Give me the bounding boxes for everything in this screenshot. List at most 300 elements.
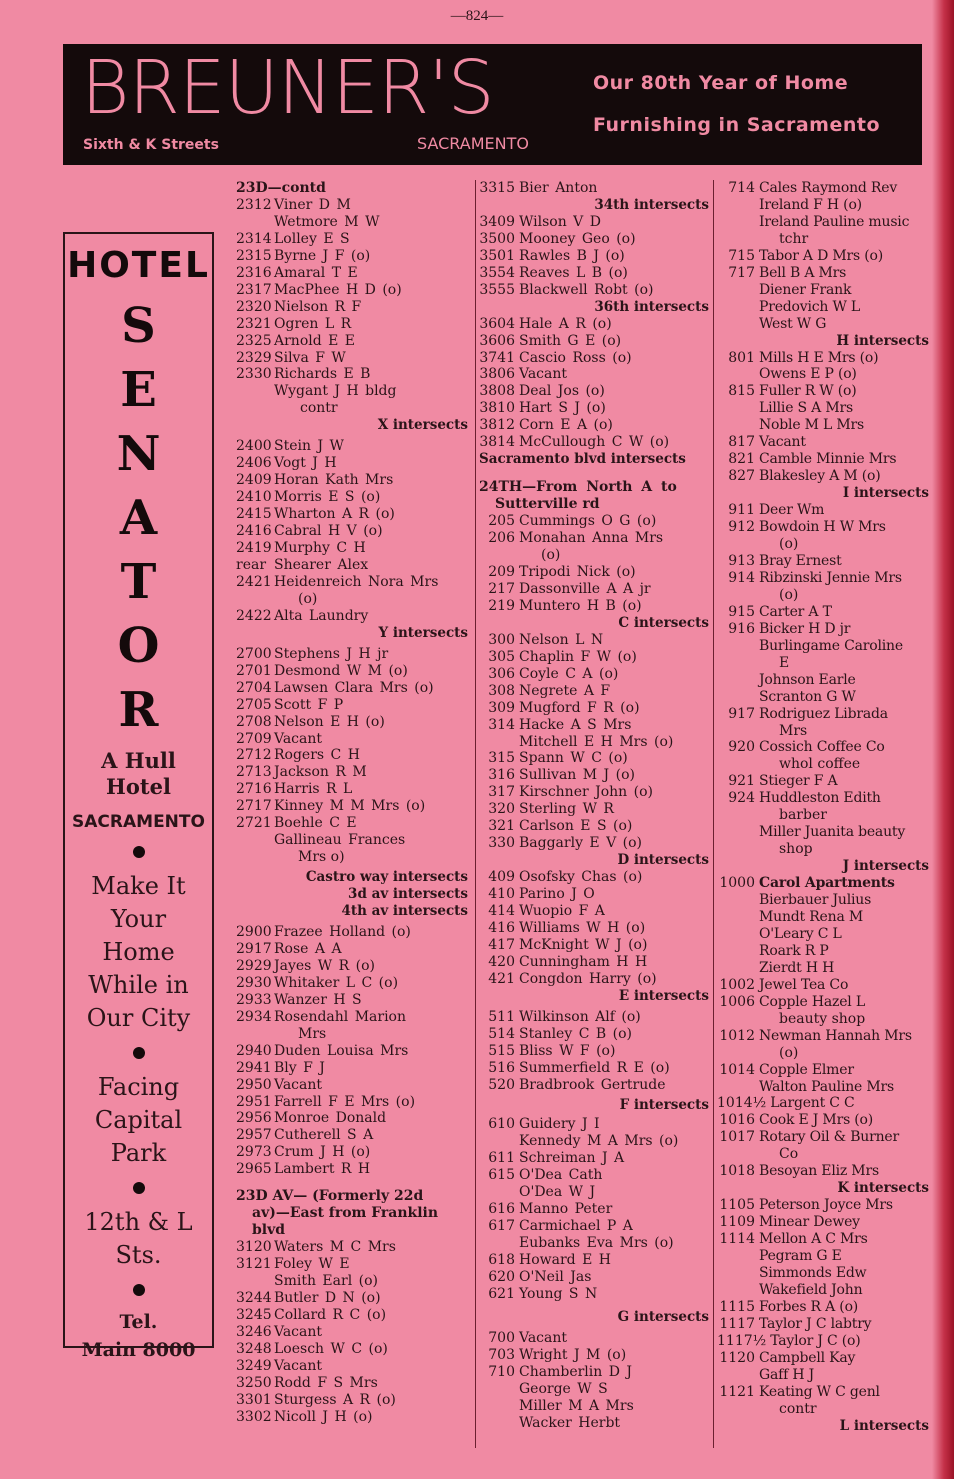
entry-group bbox=[236, 1239, 468, 1425]
house-number bbox=[717, 197, 759, 214]
house-number: 610 bbox=[488, 1116, 515, 1133]
location-line: Capital bbox=[94, 1106, 183, 1134]
directory-entry bbox=[717, 977, 929, 994]
entry-group bbox=[717, 1163, 929, 1180]
address-line: Sts. bbox=[115, 1241, 162, 1269]
directory-entry bbox=[479, 1218, 709, 1235]
house-number: 715 bbox=[728, 247, 755, 264]
resident-name: Lambert R H bbox=[274, 1161, 371, 1178]
house-number: 306 bbox=[488, 665, 515, 682]
resident-name: O'Dea W J bbox=[519, 1184, 596, 1201]
resident-name: Vacant bbox=[759, 434, 806, 451]
resident-name: Shearer Alex bbox=[274, 556, 369, 573]
directory-entry bbox=[717, 1231, 929, 1248]
house-number: 2704 bbox=[236, 679, 272, 696]
directory-entry bbox=[236, 574, 468, 591]
house-number: 2325 bbox=[236, 332, 272, 349]
entry-group bbox=[236, 197, 468, 400]
location-line: Park bbox=[110, 1139, 167, 1167]
house-number: 3120 bbox=[236, 1239, 272, 1256]
resident-name: Copple Hazel L bbox=[759, 993, 865, 1010]
house-number: 3244 bbox=[236, 1290, 272, 1306]
directory-entry bbox=[479, 248, 709, 265]
house-number: 2965 bbox=[236, 1161, 272, 1178]
directory-entry bbox=[717, 994, 929, 1011]
resident-name: Keating W C genl bbox=[759, 1383, 880, 1400]
house-number: 921 bbox=[728, 773, 755, 790]
directory-entry bbox=[717, 1062, 929, 1079]
resident-name: Ogren L R bbox=[274, 315, 352, 332]
resident-name: George W S bbox=[519, 1380, 608, 1397]
house-number: 409 bbox=[488, 869, 515, 886]
house-number: 1000 bbox=[719, 875, 755, 892]
house-number: 3248 bbox=[236, 1340, 272, 1357]
street-heading-line: 23D AV— (Formerly 22d bbox=[236, 1188, 424, 1205]
directory-entry bbox=[236, 1239, 468, 1256]
resident-name: Owens E P (o) bbox=[759, 366, 857, 383]
page-number: —824— bbox=[450, 8, 504, 24]
entry-group bbox=[717, 570, 929, 587]
resident-name: O'Neil Jas bbox=[519, 1269, 592, 1286]
resident-name: Huddleston Edith bbox=[759, 790, 881, 807]
resident-name: Cunningham H H bbox=[519, 953, 648, 970]
resident-name: Bradbrook Gertrude bbox=[519, 1076, 666, 1093]
hotel-chain-line2: Hotel bbox=[106, 774, 171, 799]
directory-entry bbox=[717, 180, 929, 197]
directory-entry bbox=[479, 366, 709, 383]
resident-name: Wharton A R (o) bbox=[274, 506, 395, 523]
resident-name: Harris R L bbox=[274, 781, 353, 798]
resident-name: Stephens J H jr bbox=[274, 645, 389, 662]
resident-name: Byrne J F (o) bbox=[274, 247, 371, 264]
directory-entry bbox=[479, 649, 709, 666]
directory-entry bbox=[236, 1341, 468, 1358]
resident-name: Kennedy M A Mrs (o) bbox=[519, 1133, 679, 1150]
hotel-name-letter: A bbox=[119, 490, 158, 546]
banner-tagline-line1: Our 80th Year of Home bbox=[593, 72, 849, 94]
resident-name: Rosendahl Marion bbox=[274, 1008, 407, 1025]
resident-name: Crum J H (o) bbox=[274, 1144, 371, 1161]
house-number: 2406 bbox=[236, 455, 272, 472]
hotel-senator-ad bbox=[63, 232, 214, 1361]
resident-name: Loesch W C (o) bbox=[274, 1340, 388, 1357]
resident-name: Rodd F S Mrs bbox=[274, 1374, 378, 1391]
directory-entry bbox=[479, 564, 709, 581]
resident-name: Besoyan Eliz Mrs bbox=[759, 1163, 879, 1180]
house-number: 1114 bbox=[719, 1231, 755, 1248]
entry-group bbox=[717, 892, 929, 1011]
directory-entry bbox=[479, 180, 709, 197]
directory-entry bbox=[479, 530, 709, 547]
directory-entry bbox=[236, 646, 468, 663]
resident-name: Smith G E (o) bbox=[519, 332, 622, 349]
hotel-city: SACRAMENTO bbox=[72, 812, 205, 832]
resident-name: Chamberlin D J bbox=[519, 1363, 632, 1380]
directory-entry bbox=[236, 540, 468, 557]
resident-name: Wygant J H bldg bbox=[274, 383, 397, 400]
resident-name: Nicoll J H (o) bbox=[274, 1408, 373, 1425]
resident-name: Arnold E E bbox=[274, 332, 356, 349]
house-number bbox=[717, 638, 759, 655]
entry-group bbox=[717, 248, 929, 333]
bullet-icon bbox=[133, 1047, 145, 1059]
house-number bbox=[717, 960, 759, 977]
house-number bbox=[717, 672, 759, 689]
directory-entry bbox=[717, 790, 929, 807]
house-number: 617 bbox=[488, 1218, 515, 1235]
resident-name: Young S N bbox=[519, 1286, 598, 1302]
resident-name: Cabral H V (o) bbox=[274, 523, 383, 540]
house-number: 700 bbox=[488, 1329, 515, 1346]
resident-name: Miller M A Mrs bbox=[519, 1397, 634, 1414]
hotel-chain-line1: A Hull bbox=[101, 748, 176, 773]
house-number: 3409 bbox=[479, 213, 515, 230]
intersection-label: K intersects bbox=[837, 1180, 929, 1197]
house-number: 3814 bbox=[479, 434, 515, 451]
house-number: 1002 bbox=[719, 976, 755, 993]
directory-entry bbox=[479, 920, 709, 937]
resident-name: Scranton G W bbox=[759, 688, 856, 705]
directory-entry bbox=[236, 680, 468, 697]
house-number: 924 bbox=[728, 790, 755, 807]
intersection-label: I intersects bbox=[842, 485, 929, 502]
resident-name: McCullough C W (o) bbox=[519, 434, 670, 451]
directory-entry bbox=[236, 438, 468, 455]
street-heading bbox=[236, 1188, 468, 1239]
directory-entry bbox=[717, 1112, 929, 1129]
resident-name: Miller Juanita beauty bbox=[759, 824, 906, 841]
house-number: 714 bbox=[728, 180, 755, 196]
resident-name: Hacke A S Mrs bbox=[519, 716, 632, 733]
resident-name: Foley W E bbox=[274, 1256, 350, 1273]
resident-name: Taylor J C labtry bbox=[759, 1315, 872, 1332]
resident-name: Parino J O bbox=[519, 886, 595, 903]
entry-group bbox=[236, 608, 468, 625]
house-number: 611 bbox=[488, 1150, 515, 1167]
resident-name: Butler D N (o) bbox=[274, 1290, 381, 1306]
entry-continuation: contr bbox=[300, 400, 338, 417]
directory-entry bbox=[236, 924, 468, 941]
directory-entry bbox=[236, 1409, 468, 1426]
intersection-label: G intersects bbox=[617, 1308, 709, 1325]
house-number: 315 bbox=[488, 750, 515, 767]
directory-entry bbox=[236, 383, 468, 400]
resident-name: Cutherell S A bbox=[274, 1127, 374, 1144]
resident-name: Tripodi Nick (o) bbox=[519, 563, 636, 580]
slogan-line: Home bbox=[102, 938, 175, 966]
resident-name: Largent C C bbox=[770, 1095, 855, 1112]
street-heading-line: 24TH—From North A to bbox=[479, 479, 677, 496]
resident-name: Bicker H D jr bbox=[759, 620, 851, 637]
directory-entry bbox=[717, 451, 929, 468]
directory-entry bbox=[479, 231, 709, 248]
directory-entry bbox=[479, 801, 709, 818]
resident-name: Heidenreich Nora Mrs bbox=[274, 573, 439, 590]
directory-entry bbox=[236, 781, 468, 798]
house-number: 1006 bbox=[719, 993, 755, 1010]
house-number: 1117 bbox=[719, 1315, 755, 1332]
banner-address: Sixth & K Streets bbox=[83, 137, 219, 153]
house-number: 2721 bbox=[236, 815, 272, 832]
resident-name: Baggarly E V (o) bbox=[519, 835, 643, 852]
resident-name: Kirschner John (o) bbox=[519, 784, 653, 801]
directory-entry bbox=[479, 1364, 709, 1381]
directory-entry bbox=[236, 747, 468, 764]
directory-entry bbox=[479, 1167, 709, 1184]
resident-name: Ribzinski Jennie Mrs bbox=[759, 569, 902, 586]
house-number: 3500 bbox=[479, 230, 515, 247]
entry-continuation: whol coffee bbox=[779, 756, 861, 773]
resident-name: Vacant bbox=[274, 730, 323, 747]
house-number: 416 bbox=[488, 919, 515, 936]
directory-entry bbox=[479, 971, 709, 988]
directory-entry bbox=[479, 282, 709, 299]
house-number: 2415 bbox=[236, 506, 272, 523]
house-number: 520 bbox=[488, 1076, 515, 1093]
directory-entry bbox=[236, 248, 468, 265]
house-number: 2419 bbox=[236, 540, 272, 557]
directory-entry bbox=[236, 557, 468, 574]
street-heading-line: av)—East from Franklin bbox=[252, 1205, 439, 1222]
resident-name: Smith Earl (o) bbox=[274, 1273, 378, 1290]
house-number bbox=[479, 1235, 519, 1252]
house-number: 309 bbox=[488, 699, 515, 716]
resident-name: Silva F W bbox=[274, 349, 346, 366]
resident-name: Wuopio F A bbox=[519, 903, 605, 920]
resident-name: Stieger F A bbox=[759, 773, 838, 790]
directory-entry bbox=[236, 1161, 468, 1178]
directory-entry bbox=[717, 366, 929, 383]
resident-name: Jayes W R (o) bbox=[274, 957, 375, 974]
house-number: 1014½ bbox=[717, 1095, 767, 1112]
directory-entry bbox=[717, 926, 929, 943]
hotel-name-letter: S bbox=[121, 298, 156, 354]
directory-entry bbox=[236, 608, 468, 625]
entry-group bbox=[479, 214, 709, 299]
directory-entry bbox=[479, 1347, 709, 1364]
house-number: 2941 bbox=[236, 1059, 272, 1076]
directory-entry bbox=[236, 366, 468, 383]
resident-name: Carmichael P A bbox=[519, 1218, 633, 1235]
resident-name: Stein J W bbox=[274, 438, 344, 455]
resident-name: Ireland Pauline music bbox=[759, 213, 910, 230]
directory-entry bbox=[479, 1398, 709, 1415]
resident-name: Alta Laundry bbox=[274, 607, 369, 624]
house-number bbox=[717, 1248, 759, 1265]
directory-entry bbox=[236, 1273, 468, 1290]
directory-entry bbox=[717, 1079, 929, 1096]
house-number: 2940 bbox=[236, 1042, 272, 1059]
resident-name: Deer Wm bbox=[759, 502, 825, 519]
house-number: 2421 bbox=[236, 573, 272, 590]
house-number: 1115 bbox=[719, 1298, 755, 1315]
directory-entry bbox=[479, 1269, 709, 1286]
house-number: 3554 bbox=[479, 264, 515, 281]
resident-name: Blakesley A M (o) bbox=[759, 468, 881, 485]
directory-entry bbox=[717, 519, 929, 536]
bullet-icon bbox=[133, 1284, 145, 1296]
resident-name: Predovich W L bbox=[759, 298, 861, 315]
house-number: 2957 bbox=[236, 1127, 272, 1144]
resident-name: Sterling W R bbox=[519, 801, 614, 818]
resident-name: Bell B A Mrs bbox=[759, 264, 847, 281]
resident-name: Schreiman J A bbox=[519, 1150, 625, 1167]
directory-entry bbox=[479, 903, 709, 920]
house-number: 2705 bbox=[236, 696, 272, 713]
directory-entry bbox=[717, 824, 929, 841]
entry-group bbox=[717, 672, 929, 723]
house-number: 3121 bbox=[236, 1256, 272, 1273]
resident-name: Jewel Tea Co bbox=[759, 976, 849, 993]
house-number bbox=[479, 1415, 519, 1432]
house-number: 827 bbox=[728, 468, 755, 485]
directory-entry bbox=[236, 975, 468, 992]
house-number: 421 bbox=[488, 970, 515, 987]
resident-name: Coyle C A (o) bbox=[519, 665, 619, 682]
slogan-line: While in bbox=[88, 971, 189, 999]
entry-group bbox=[479, 316, 709, 452]
house-number: 2317 bbox=[236, 281, 272, 298]
directory-entry bbox=[479, 869, 709, 886]
directory-entry bbox=[717, 248, 929, 265]
resident-name: Roark R P bbox=[759, 942, 829, 959]
house-number: 911 bbox=[728, 502, 755, 519]
house-number bbox=[717, 282, 759, 299]
house-number: 917 bbox=[728, 705, 755, 722]
intersection-label: D intersects bbox=[617, 852, 709, 869]
directory-entry bbox=[479, 750, 709, 767]
resident-name: Stanley C B (o) bbox=[519, 1025, 632, 1042]
slogan-line: Your bbox=[110, 905, 167, 933]
resident-name: Mugford F R (o) bbox=[519, 699, 640, 716]
resident-name: Vacant bbox=[274, 1357, 323, 1374]
directory-entry bbox=[717, 604, 929, 621]
resident-name: Cook E J Mrs (o) bbox=[759, 1112, 874, 1129]
entry-group bbox=[479, 632, 709, 852]
resident-name: Summerfield R E (o) bbox=[519, 1059, 670, 1076]
house-number bbox=[479, 734, 519, 751]
directory-entry bbox=[717, 400, 929, 417]
resident-name: Williams W H (o) bbox=[519, 919, 646, 936]
directory-entry bbox=[236, 1375, 468, 1392]
directory-entry bbox=[479, 632, 709, 649]
hotel-location bbox=[65, 1071, 212, 1170]
entry-group bbox=[479, 564, 709, 615]
directory-entry bbox=[717, 1197, 929, 1214]
resident-name: Noble M L Mrs bbox=[759, 417, 864, 434]
house-number: 2929 bbox=[236, 957, 272, 974]
location-line: Facing bbox=[97, 1073, 180, 1101]
resident-name: Forbes R A (o) bbox=[759, 1298, 859, 1315]
house-number bbox=[717, 689, 759, 706]
directory-entry bbox=[236, 731, 468, 748]
resident-name: Wright J M (o) bbox=[519, 1346, 627, 1363]
directory-entry bbox=[236, 523, 468, 540]
resident-name: Duden Louisa Mrs bbox=[274, 1042, 409, 1059]
house-number: 2700 bbox=[236, 645, 272, 662]
resident-name: Wilson V D bbox=[519, 213, 601, 230]
house-number: 1109 bbox=[719, 1214, 755, 1231]
house-number: 2329 bbox=[236, 349, 272, 366]
directory-entry bbox=[479, 886, 709, 903]
house-number bbox=[236, 1273, 274, 1290]
resident-name: Desmond W M (o) bbox=[274, 662, 408, 679]
directory-entry bbox=[717, 739, 929, 756]
house-number bbox=[717, 1079, 759, 1096]
house-number bbox=[717, 926, 759, 943]
directory-entry bbox=[479, 700, 709, 717]
house-number: 914 bbox=[728, 569, 755, 586]
resident-name: Muntero H B (o) bbox=[519, 597, 642, 614]
entry-continuation: (o) bbox=[779, 586, 799, 603]
resident-name: Burlingame Caroline bbox=[759, 637, 903, 654]
resident-name: Horan Kath Mrs bbox=[274, 472, 394, 489]
directory-entry bbox=[236, 1256, 468, 1273]
house-number: 2312 bbox=[236, 196, 272, 213]
resident-name: Reaves L B (o) bbox=[519, 264, 628, 281]
house-number: 2321 bbox=[236, 315, 272, 332]
house-number: 2717 bbox=[236, 798, 272, 815]
directory-entry bbox=[479, 1330, 709, 1347]
resident-name: Boehle C E bbox=[274, 815, 357, 832]
directory-entry bbox=[479, 1060, 709, 1077]
house-number: 817 bbox=[728, 434, 755, 451]
street-heading bbox=[479, 479, 709, 513]
intersection-label: E intersects bbox=[618, 987, 709, 1004]
house-number: 515 bbox=[488, 1042, 515, 1059]
directory-entry bbox=[717, 1028, 929, 1045]
directory-entry bbox=[717, 502, 929, 519]
house-number bbox=[717, 824, 759, 841]
house-number: 321 bbox=[488, 818, 515, 835]
entry-continuation: shop bbox=[779, 841, 813, 858]
directory-column-2 bbox=[475, 180, 709, 1448]
house-number: 3250 bbox=[236, 1374, 272, 1391]
directory-entry bbox=[236, 992, 468, 1009]
house-number: 305 bbox=[488, 648, 515, 665]
directory-column-3 bbox=[713, 180, 929, 1448]
resident-name: Morris E S (o) bbox=[274, 489, 381, 506]
house-number: 621 bbox=[488, 1286, 515, 1302]
directory-entry bbox=[717, 1350, 929, 1367]
entry-continuation: Mrs o) bbox=[298, 849, 345, 866]
house-number: 2320 bbox=[236, 298, 272, 315]
resident-name: Rawles B J (o) bbox=[519, 247, 625, 264]
house-number: 821 bbox=[728, 451, 755, 468]
house-number: 2956 bbox=[236, 1110, 272, 1127]
house-number: 410 bbox=[488, 886, 515, 903]
house-number: 219 bbox=[488, 597, 515, 614]
directory-entry bbox=[479, 1252, 709, 1269]
entry-group bbox=[717, 1028, 929, 1045]
page-edge bbox=[932, 0, 954, 1479]
entry-group bbox=[717, 875, 929, 892]
house-number: 620 bbox=[488, 1269, 515, 1286]
house-number bbox=[717, 943, 759, 960]
directory-entry bbox=[479, 1026, 709, 1043]
resident-name: Waters M C Mrs bbox=[274, 1239, 396, 1256]
house-number: 2708 bbox=[236, 713, 272, 730]
house-number: 320 bbox=[488, 801, 515, 818]
resident-name: Bly F J bbox=[274, 1059, 325, 1076]
house-number: 1017 bbox=[719, 1129, 755, 1146]
resident-name: Collard R C (o) bbox=[274, 1306, 387, 1323]
entry-continuation: barber bbox=[779, 807, 827, 824]
resident-name: Lawsen Clara Mrs (o) bbox=[274, 679, 434, 696]
directory-entry bbox=[717, 1095, 929, 1112]
intersection-label: F intersects bbox=[619, 1096, 709, 1113]
directory-entry bbox=[479, 666, 709, 683]
